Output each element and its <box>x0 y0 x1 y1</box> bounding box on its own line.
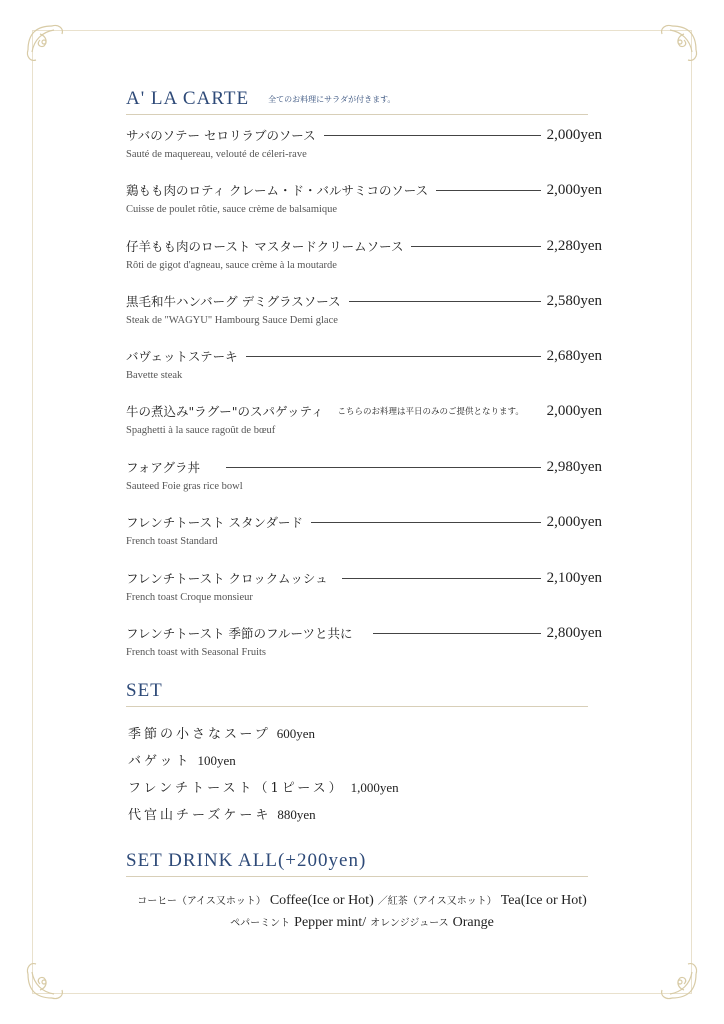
item-price: 2,680yen <box>546 347 602 364</box>
set-item-name: 代官山チーズケーキ <box>128 808 272 823</box>
item-name-jp: フォアグラ丼 <box>126 460 201 475</box>
leader-line <box>349 301 541 302</box>
item-name-fr: Steak de "WAGYU" Hambourg Sauce Demi glace <box>126 315 338 326</box>
set-item <box>128 723 315 742</box>
item-name-jp: 鶏もも肉のロティ クレーム・ド・バルサミコのソース <box>126 183 429 198</box>
leader-line <box>373 633 541 634</box>
item-note: こちらのお料理は平日のみのご提供となります。 <box>337 407 524 417</box>
set-item <box>128 750 236 769</box>
drink-en: Tea(Ice or Hot) <box>500 893 587 908</box>
set-item-price: 100yen <box>197 753 236 768</box>
menu-item <box>126 179 602 223</box>
item-name-fr: French toast Croque monsieur <box>126 592 253 603</box>
floral-corner-ornament-icon <box>646 948 702 1004</box>
drink-jp: オレンジジュース <box>370 918 449 929</box>
menu-item <box>126 345 602 389</box>
drink-en: Orange <box>452 915 494 930</box>
item-price: 2,100yen <box>546 569 602 586</box>
item-price: 2,000yen <box>546 513 602 530</box>
menu-item <box>126 456 602 500</box>
item-price: 2,000yen <box>546 126 602 143</box>
drink-jp: コーヒー（アイス又ホット） <box>137 896 266 907</box>
item-name-jp: フレンチトースト スタンダード <box>126 515 304 530</box>
item-price: 2,980yen <box>546 458 602 475</box>
drink-line-2 <box>0 914 724 931</box>
set-item-name: バゲット <box>128 754 192 769</box>
set-drink-header <box>126 850 588 877</box>
item-name-jp: バヴェットステーキ <box>126 349 238 364</box>
set-title: SET <box>126 680 163 701</box>
alacarte-note: 全てのお料理にサラダが付きます。 <box>268 95 396 104</box>
drink-en: Coffee(Ice or Hot) <box>269 893 374 908</box>
set-item-price: 600yen <box>276 726 315 741</box>
drink-en: Pepper mint/ <box>294 915 367 930</box>
set-drink-title: SET DRINK ALL(+200yen) <box>126 850 367 871</box>
leader-line <box>246 356 541 357</box>
item-name-fr: Bavette steak <box>126 370 183 381</box>
floral-corner-ornament-icon <box>22 20 78 76</box>
menu-item <box>126 567 602 611</box>
drink-line-1 <box>0 892 724 909</box>
leader-line <box>311 522 541 523</box>
alacarte-title: A' LA CARTE <box>126 88 250 109</box>
item-name-jp: フレンチトースト 季節のフルーツと共に <box>126 626 353 641</box>
drink-jp: ペパーミント <box>230 918 291 929</box>
set-item-name: 季節の小さなスープ <box>128 727 271 742</box>
item-name-fr: French toast with Seasonal Fruits <box>126 647 266 658</box>
item-name-fr: French toast Standard <box>126 536 218 547</box>
floral-corner-ornament-icon <box>22 948 78 1004</box>
floral-corner-ornament-icon <box>646 20 702 76</box>
set-item-name: フレンチトースト（1ピース） <box>128 781 345 796</box>
item-name-jp: 黒毛和牛ハンバーグ デミグラスソース <box>126 294 341 309</box>
set-item <box>128 777 399 796</box>
item-name-jp: フレンチトースト クロックムッシュ <box>126 571 328 586</box>
item-name-jp: 仔羊もも肉のロースト マスタードクリームソース <box>126 239 404 254</box>
item-name-jp: サバのソテー セロリラブのソース <box>126 128 316 143</box>
item-price: 2,000yen <box>546 181 602 198</box>
menu-item <box>126 622 602 666</box>
item-name-fr: Rôti de gigot d'agneau, sauce crème à la moutarde <box>126 260 337 271</box>
menu-item <box>126 511 602 555</box>
alacarte-header <box>126 88 588 115</box>
item-name-fr: Spaghetti à la sauce ragoût de bœuf <box>126 425 276 436</box>
set-item-price: 1,000yen <box>350 780 399 795</box>
leader-line <box>342 578 541 579</box>
leader-line <box>324 135 541 136</box>
menu-item <box>126 400 602 444</box>
leader-line <box>411 246 540 247</box>
item-price: 2,280yen <box>546 237 602 254</box>
item-name-fr: Cuisse de poulet rôtie, sauce crème de balsamique <box>126 204 338 215</box>
set-item <box>128 804 316 823</box>
item-name-fr: Sauteed Foie gras rice bowl <box>126 481 243 492</box>
menu-item <box>126 290 602 334</box>
item-price: 2,800yen <box>546 624 602 641</box>
item-price: 2,000yen <box>546 402 602 419</box>
item-price: 2,580yen <box>546 292 602 309</box>
set-item-price: 880yen <box>277 807 316 822</box>
drink-jp: ／紅茶（アイス又ホット） <box>377 896 497 907</box>
leader-line <box>436 190 540 191</box>
item-name-jp: 牛の煮込み"ラグー"のスパゲッティ <box>126 404 324 419</box>
menu-item <box>126 235 602 279</box>
leader-line <box>226 467 541 468</box>
set-header <box>126 680 588 707</box>
menu-item <box>126 124 602 168</box>
item-name-fr: Sauté de maquereau, velouté de céleri-rave <box>126 149 307 160</box>
